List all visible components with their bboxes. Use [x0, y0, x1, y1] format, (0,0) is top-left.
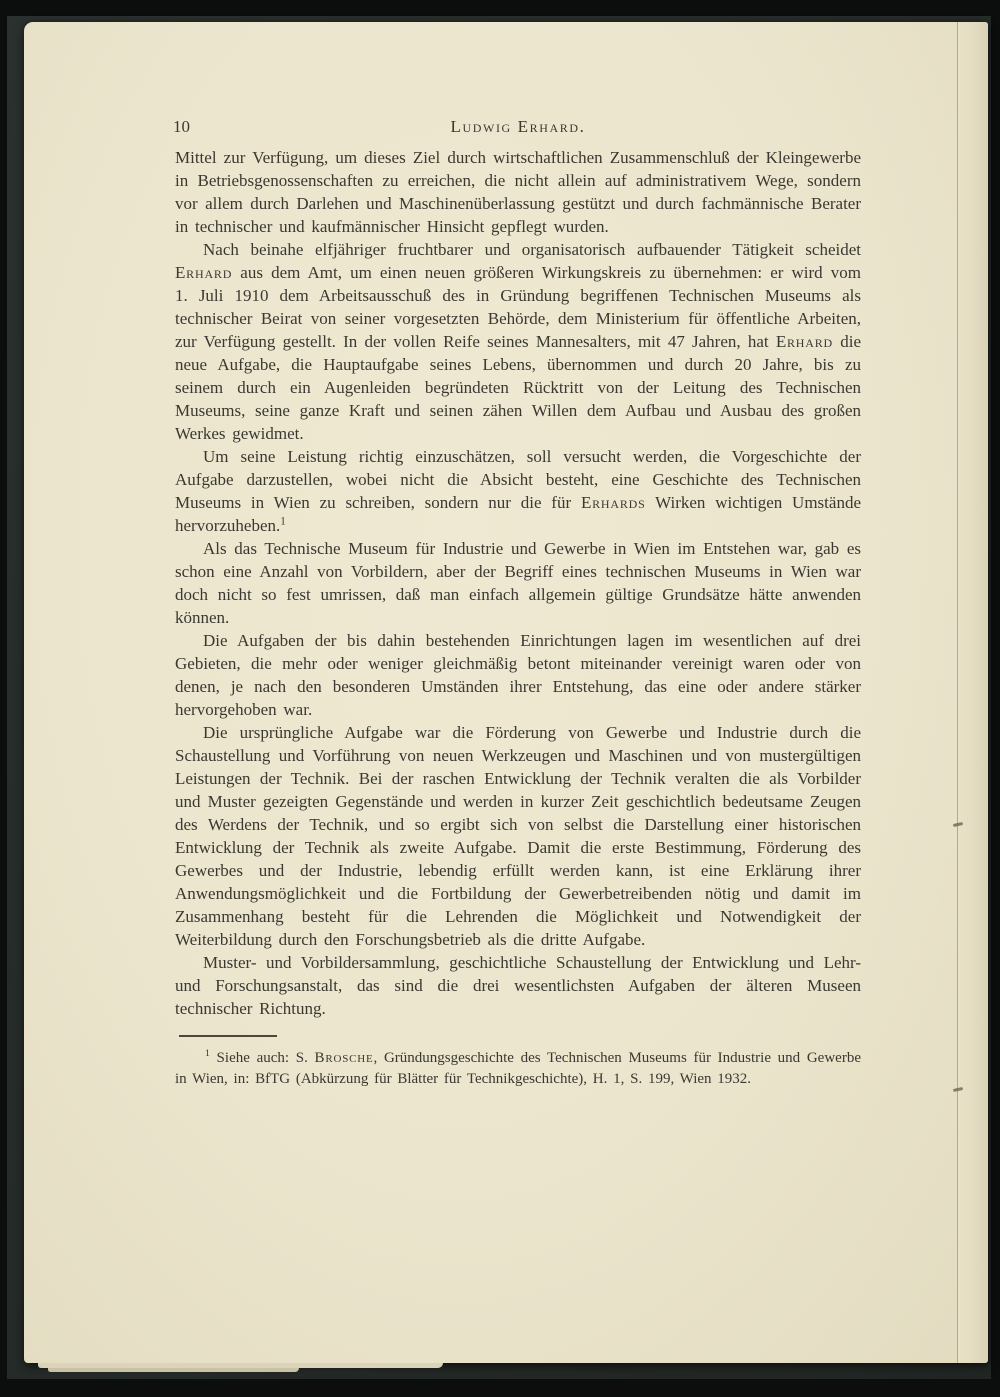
page-body — [175, 146, 861, 1020]
paragraph — [175, 146, 861, 238]
text-run: Muster- und Vorbildersammlung, geschichtliche Schaustellung der Entwicklung und Lehr- und Forschungsanstalt, das sind die drei wesentlichsten Aufgaben der älteren Museen technischer Richtung. — [175, 953, 861, 1018]
running-header-title: Ludwig Erhard. — [450, 117, 586, 136]
smallcaps-name: Erhards — [580, 493, 646, 512]
page-crease-mark — [953, 822, 963, 827]
footnote-marker: 1 — [205, 1048, 210, 1059]
text-run: Die ursprüngliche Aufgabe war die Förderung von Gewerbe und Industrie durch die Schaustellung und Vorführung von neuen Werkzeugen und Maschinen und von mustergültigen Leistungen der Technik. Bei der raschen Entwicklung der Technik veralten die als Vorbilder und Muster gezeigten Gegenstände und werden in kurzer Zeit geschichtlich bedeutsame Zeugen des Werdens der Technik, und so ergibt sich von selbst die Darstellung einer historischen Entwicklung der Technik als zweite Aufgabe. Damit die erste Bestimmung, Förderung des Gewerbes und der Industrie, lebendig erfüllt werden kann, ist eine Erklärung ihrer Anwendungsmöglichkeit und die Fortbildung der Gewerbetreibenden nötig und damit im Zusammenhang besteht für die Lehrenden die Möglichkeit und Notwendigkeit der Weiterbildung durch den Forschungsbetrieb als die dritte Aufgabe. — [175, 723, 861, 949]
text-run: Siehe auch: S. — [209, 1050, 315, 1066]
paragraph — [175, 445, 861, 537]
smallcaps-name: Erhard — [175, 263, 233, 282]
page-crease-mark — [953, 1087, 963, 1092]
smallcaps-name: Erhard — [775, 332, 834, 351]
book-page — [24, 22, 988, 1363]
page-stack-edge — [48, 1368, 299, 1372]
paragraph — [175, 629, 861, 721]
smallcaps-name: Brosche — [314, 1050, 374, 1066]
paragraph — [175, 951, 861, 1020]
text-run: aus dem Amt, um einen neuen größeren Wirkungskreis zu übernehmen: er wird vom 1. Juli 1910 dem Arbeitsausschuß des in Gründung begriffenen Technischen Museums als technischer Beirat von seiner vorgesetzten Behörde, dem Ministerium für öffentliche Arbeiten, zur Verfügung gestellt. In der vollen Reife seines Mannesalters, mit 47 Jahren, hat — [175, 263, 861, 351]
paragraph — [175, 721, 861, 951]
running-header — [175, 115, 861, 138]
text-run: Die Aufgaben der bis dahin bestehenden Einrichtungen lagen im wesentlichen auf drei Gebieten, die mehr oder weniger gleichmäßig betont miteinander vereinigt waren oder von denen, je nach den besonderen Umständen ihrer Entstehung, das eine oder andere stärker hervorgehoben war. — [175, 631, 861, 719]
footnote-marker: 1 — [280, 515, 286, 528]
text-run: Nach beinahe elfjähriger fruchtbarer und organisatorisch aufbauender Tätigkeit scheidet — [203, 240, 861, 259]
text-run: die neue Aufgabe, die Hauptaufgabe seines Lebens, übernommen und durch 20 Jahre, bis zu seinem durch ein Augenleiden begründeten Rücktritt von der Leitung des Technischen Museums, seine ganze Kraft und seinen zähen Willen dem Aufbau und Ausbau des großen Werkes gewidmet. — [175, 332, 861, 443]
text-run: , Gründungsgeschichte des Technischen Museums für Industrie und Gewerbe in Wien, in: BfTG (Abkürzung für Blätter für Technikgeschichte), H. 1, S. 199, Wien 1932. — [175, 1050, 861, 1087]
text-run: Um seine Leistung richtig einzuschätzen, soll versucht werden, die Vorgeschichte der Aufgabe darzustellen, wobei nicht die Absicht besteht, eine Geschichte des Technischen Museums in Wien zu schreiben, sondern nur die für — [175, 447, 861, 512]
paragraph — [175, 238, 861, 445]
page-number: 10 — [173, 117, 190, 136]
paragraph — [175, 537, 861, 629]
text-run: Wirken wichtigen Umstände hervorzuheben. — [175, 493, 861, 535]
text-run: Als das Technische Museum für Industrie und Gewerbe in Wien im Entstehen war, gab es schon eine Anzahl von Vorbildern, aber der Begriff eines technischen Museums in Wien war doch nicht so fest umrissen, daß man einfach allgemein gültige Grundsätze hätte anwenden können. — [175, 539, 861, 627]
page-content — [175, 115, 861, 1090]
text-run: Mittel zur Verfügung, um dieses Ziel durch wirtschaftlichen Zusammenschluß der Kleingewerbe in Betriebsgenossenschaften zu erreichen, die nicht allein auf administrativem Wege, sondern vor allem durch Darlehen und Maschinenüberlassung gestützt und durch fachmännische Berater in technischer und kaufmännischer Hinsicht gepflegt wurden. — [175, 148, 861, 236]
page-edge-right — [957, 22, 988, 1363]
footnote-text — [175, 1048, 861, 1090]
footnote-separator — [179, 1035, 277, 1037]
